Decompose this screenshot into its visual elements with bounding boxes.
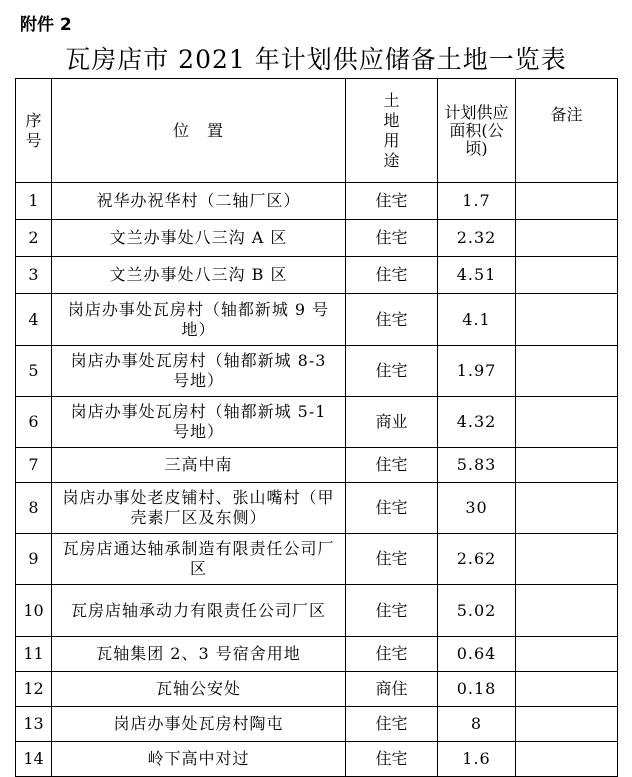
table-row [16,585,618,637]
row-location: 岗店办事处瓦房村（轴都新城 9 号地） [52,294,346,346]
row-seq: 1 [16,183,52,220]
table-row [16,183,618,220]
row-remark [516,534,618,585]
row-area: 4.51 [438,257,516,294]
row-seq: 9 [16,534,52,585]
row-location: 岗店办事处瓦房村陶屯 [52,707,346,742]
header-remark: 备注 [516,79,618,183]
row-remark [516,346,618,397]
row-area: 5.83 [438,448,516,483]
row-seq: 14 [16,742,52,777]
row-area: 0.18 [438,672,516,707]
row-area: 2.62 [438,534,516,585]
row-use: 商业 [346,397,438,448]
row-remark [516,220,618,257]
row-remark [516,672,618,707]
row-location: 文兰办事处八三沟 A 区 [52,220,346,257]
row-seq: 4 [16,294,52,346]
row-area: 2.32 [438,220,516,257]
table-row [16,534,618,585]
row-use: 住宅 [346,585,438,637]
row-use: 商住 [346,672,438,707]
row-location: 瓦房店通达轴承制造有限责任公司厂区 [52,534,346,585]
land-supply-table [15,78,618,777]
row-seq: 7 [16,448,52,483]
row-use: 住宅 [346,183,438,220]
header-use: 土地用途 [346,79,438,183]
row-area: 5.02 [438,585,516,637]
page-title: 瓦房店市 2021 年计划供应储备土地一览表 [65,45,567,74]
row-area: 1.6 [438,742,516,777]
row-location: 三高中南 [52,448,346,483]
row-use: 住宅 [346,483,438,534]
row-remark [516,585,618,637]
row-use: 住宅 [346,346,438,397]
row-use: 住宅 [346,257,438,294]
table-row [16,257,618,294]
row-location: 瓦轴公安处 [52,672,346,707]
row-remark [516,742,618,777]
row-area: 0.64 [438,637,516,672]
row-location: 瓦轴集团 2、3 号宿舍用地 [52,637,346,672]
row-seq: 2 [16,220,52,257]
row-area: 8 [438,707,516,742]
row-seq: 3 [16,257,52,294]
row-seq: 6 [16,397,52,448]
table-row [16,483,618,534]
row-location: 瓦房店轴承动力有限责任公司厂区 [52,585,346,637]
row-area: 4.1 [438,294,516,346]
row-seq: 12 [16,672,52,707]
row-area: 4.32 [438,397,516,448]
row-seq: 5 [16,346,52,397]
table-row [16,294,618,346]
row-use: 住宅 [346,220,438,257]
row-location: 祝华办祝华村（二轴厂区） [52,183,346,220]
row-remark [516,183,618,220]
header-area: 计划供应面积(公顷) [438,79,516,183]
row-location: 岗店办事处老皮铺村、张山嘴村（甲壳素厂区及东侧） [52,483,346,534]
table-row [16,397,618,448]
table-row [16,637,618,672]
row-remark [516,483,618,534]
row-remark [516,448,618,483]
attachment-label: 附件 2 [20,15,72,35]
table-header-row [16,79,618,183]
table-row [16,707,618,742]
header-location: 位 置 [52,79,346,183]
row-use: 住宅 [346,637,438,672]
row-location: 岗店办事处瓦房村（轴都新城 8-3 号地） [52,346,346,397]
table-row [16,448,618,483]
table-row [16,742,618,777]
table-row [16,672,618,707]
row-remark [516,637,618,672]
row-seq: 13 [16,707,52,742]
header-seq: 序号 [16,79,52,183]
row-seq: 8 [16,483,52,534]
row-remark [516,294,618,346]
row-remark [516,707,618,742]
row-location: 岭下高中对过 [52,742,346,777]
row-location: 文兰办事处八三沟 B 区 [52,257,346,294]
row-use: 住宅 [346,534,438,585]
row-remark [516,257,618,294]
row-seq: 11 [16,637,52,672]
row-remark [516,397,618,448]
row-area: 30 [438,483,516,534]
row-location: 岗店办事处瓦房村（轴都新城 5-1 号地） [52,397,346,448]
row-use: 住宅 [346,294,438,346]
table-row [16,220,618,257]
row-use: 住宅 [346,742,438,777]
row-use: 住宅 [346,707,438,742]
table-row [16,346,618,397]
row-use: 住宅 [346,448,438,483]
row-area: 1.7 [438,183,516,220]
row-seq: 10 [16,585,52,637]
row-area: 1.97 [438,346,516,397]
